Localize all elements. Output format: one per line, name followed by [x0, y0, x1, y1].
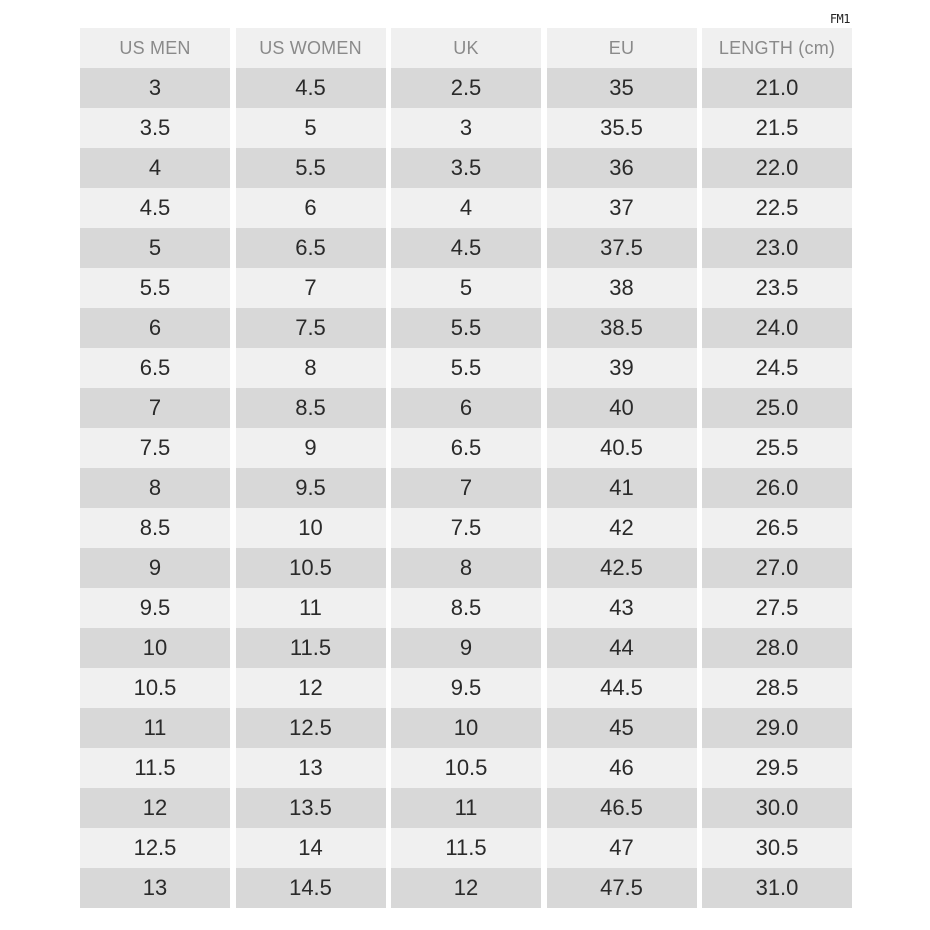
cell-uk: 4.5 — [391, 228, 541, 268]
cell-eu: 44 — [547, 628, 697, 668]
cell-length-cm: 28.5 — [702, 668, 852, 708]
cell-us-men: 3 — [80, 68, 230, 108]
cell-eu: 38 — [547, 268, 697, 308]
cell-eu: 46 — [547, 748, 697, 788]
table-row — [80, 308, 852, 348]
cell-length-cm: 30.5 — [702, 828, 852, 868]
cell-length-cm: 23.0 — [702, 228, 852, 268]
cell-length-cm: 30.0 — [702, 788, 852, 828]
cell-us-women: 13.5 — [236, 788, 386, 828]
cell-us-men: 12.5 — [80, 828, 230, 868]
cell-us-men: 12 — [80, 788, 230, 828]
cell-uk: 9 — [391, 628, 541, 668]
cell-us-women: 4.5 — [236, 68, 386, 108]
table-row — [80, 348, 852, 388]
cell-uk: 12 — [391, 868, 541, 908]
header-us-women: US WOMEN — [236, 28, 386, 68]
cell-length-cm: 23.5 — [702, 268, 852, 308]
cell-length-cm: 21.0 — [702, 68, 852, 108]
table-row — [80, 228, 852, 268]
cell-eu: 35 — [547, 68, 697, 108]
cell-us-men: 13 — [80, 868, 230, 908]
cell-us-men: 4 — [80, 148, 230, 188]
cell-us-men: 9 — [80, 548, 230, 588]
cell-eu: 37.5 — [547, 228, 697, 268]
header-length-cm: LENGTH (cm) — [702, 28, 852, 68]
cell-us-men: 9.5 — [80, 588, 230, 628]
cell-uk: 6 — [391, 388, 541, 428]
cell-us-women: 9.5 — [236, 468, 386, 508]
cell-uk: 10.5 — [391, 748, 541, 788]
cell-length-cm: 31.0 — [702, 868, 852, 908]
cell-us-men: 11 — [80, 708, 230, 748]
cell-us-men: 11.5 — [80, 748, 230, 788]
cell-uk: 9.5 — [391, 668, 541, 708]
table-row — [80, 548, 852, 588]
cell-us-women: 11.5 — [236, 628, 386, 668]
cell-us-women: 7 — [236, 268, 386, 308]
table-row — [80, 68, 852, 108]
cell-us-women: 14.5 — [236, 868, 386, 908]
cell-uk: 7 — [391, 468, 541, 508]
cell-eu: 42.5 — [547, 548, 697, 588]
table-body — [80, 68, 852, 908]
table-row — [80, 788, 852, 828]
table-row — [80, 628, 852, 668]
table-header-row — [80, 28, 852, 68]
cell-us-women: 13 — [236, 748, 386, 788]
cell-us-women: 6 — [236, 188, 386, 228]
cell-eu: 40 — [547, 388, 697, 428]
cell-eu: 44.5 — [547, 668, 697, 708]
cell-eu: 42 — [547, 508, 697, 548]
table-row — [80, 868, 852, 908]
cell-uk: 4 — [391, 188, 541, 228]
cell-length-cm: 27.5 — [702, 588, 852, 628]
cell-length-cm: 25.5 — [702, 428, 852, 468]
cell-us-women: 9 — [236, 428, 386, 468]
table-row — [80, 428, 852, 468]
cell-uk: 5 — [391, 268, 541, 308]
cell-length-cm: 26.5 — [702, 508, 852, 548]
cell-length-cm: 22.0 — [702, 148, 852, 188]
cell-uk: 8.5 — [391, 588, 541, 628]
table-row — [80, 108, 852, 148]
cell-length-cm: 24.5 — [702, 348, 852, 388]
cell-us-men: 10 — [80, 628, 230, 668]
cell-us-women: 8.5 — [236, 388, 386, 428]
cell-length-cm: 27.0 — [702, 548, 852, 588]
header-eu: EU — [547, 28, 697, 68]
cell-us-women: 6.5 — [236, 228, 386, 268]
cell-uk: 6.5 — [391, 428, 541, 468]
cell-uk: 2.5 — [391, 68, 541, 108]
cell-us-men: 7 — [80, 388, 230, 428]
cell-us-men: 6.5 — [80, 348, 230, 388]
table-row — [80, 708, 852, 748]
cell-length-cm: 29.5 — [702, 748, 852, 788]
cell-us-men: 4.5 — [80, 188, 230, 228]
cell-uk: 7.5 — [391, 508, 541, 548]
cell-uk: 10 — [391, 708, 541, 748]
cell-length-cm: 25.0 — [702, 388, 852, 428]
table-row — [80, 388, 852, 428]
cell-eu: 39 — [547, 348, 697, 388]
table-row — [80, 188, 852, 228]
cell-eu: 40.5 — [547, 428, 697, 468]
cell-eu: 46.5 — [547, 788, 697, 828]
cell-length-cm: 22.5 — [702, 188, 852, 228]
cell-eu: 41 — [547, 468, 697, 508]
cell-length-cm: 26.0 — [702, 468, 852, 508]
table-row — [80, 508, 852, 548]
cell-us-men: 5 — [80, 228, 230, 268]
table-row — [80, 468, 852, 508]
table-row — [80, 148, 852, 188]
cell-eu: 43 — [547, 588, 697, 628]
cell-eu: 45 — [547, 708, 697, 748]
cell-us-men: 6 — [80, 308, 230, 348]
cell-uk: 8 — [391, 548, 541, 588]
cell-us-women: 12 — [236, 668, 386, 708]
cell-us-women: 5 — [236, 108, 386, 148]
cell-us-men: 10.5 — [80, 668, 230, 708]
cell-uk: 3.5 — [391, 148, 541, 188]
cell-us-men: 8.5 — [80, 508, 230, 548]
cell-us-women: 10.5 — [236, 548, 386, 588]
cell-us-women: 5.5 — [236, 148, 386, 188]
cell-us-men: 7.5 — [80, 428, 230, 468]
cell-length-cm: 28.0 — [702, 628, 852, 668]
table-row — [80, 748, 852, 788]
cell-us-men: 5.5 — [80, 268, 230, 308]
cell-us-women: 14 — [236, 828, 386, 868]
header-us-men: US MEN — [80, 28, 230, 68]
cell-eu: 36 — [547, 148, 697, 188]
table-row — [80, 268, 852, 308]
cell-uk: 5.5 — [391, 348, 541, 388]
header-uk: UK — [391, 28, 541, 68]
cell-length-cm: 29.0 — [702, 708, 852, 748]
cell-us-women: 11 — [236, 588, 386, 628]
cell-eu: 35.5 — [547, 108, 697, 148]
cell-us-men: 8 — [80, 468, 230, 508]
cell-us-women: 8 — [236, 348, 386, 388]
table-row — [80, 828, 852, 868]
cell-us-women: 7.5 — [236, 308, 386, 348]
table-row — [80, 588, 852, 628]
cell-us-men: 3.5 — [80, 108, 230, 148]
size-chart-table — [80, 28, 852, 908]
cell-eu: 37 — [547, 188, 697, 228]
cell-uk: 11.5 — [391, 828, 541, 868]
cell-length-cm: 24.0 — [702, 308, 852, 348]
cell-uk: 11 — [391, 788, 541, 828]
cell-us-women: 10 — [236, 508, 386, 548]
cell-eu: 38.5 — [547, 308, 697, 348]
cell-uk: 5.5 — [391, 308, 541, 348]
cell-uk: 3 — [391, 108, 541, 148]
corner-tag: FM1 — [829, 12, 850, 26]
table-row — [80, 668, 852, 708]
cell-eu: 47.5 — [547, 868, 697, 908]
cell-eu: 47 — [547, 828, 697, 868]
cell-us-women: 12.5 — [236, 708, 386, 748]
cell-length-cm: 21.5 — [702, 108, 852, 148]
